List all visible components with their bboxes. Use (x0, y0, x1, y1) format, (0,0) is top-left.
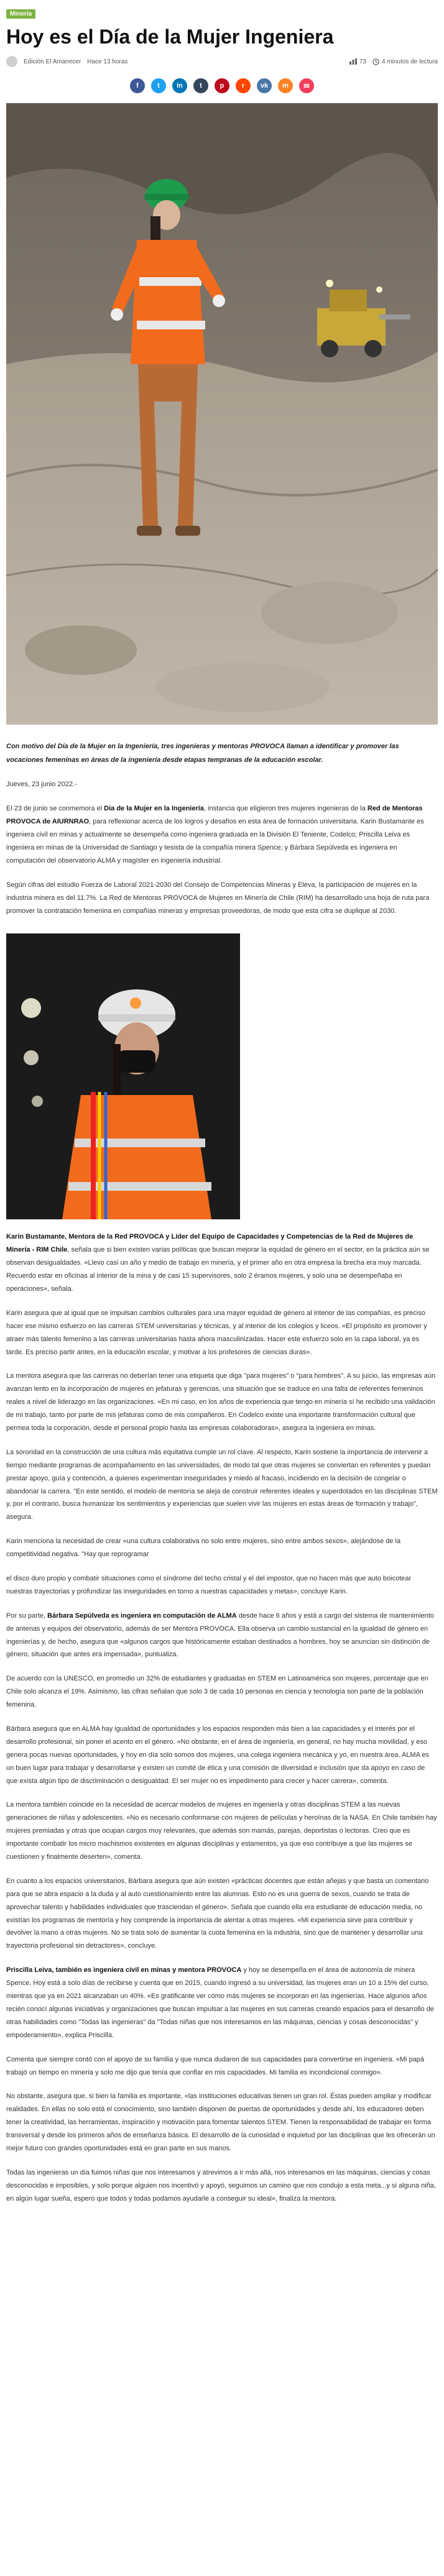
share-bar (6, 78, 438, 93)
paragraph-17: Todas las ingenieras un día fuimos niñas que nos interesamos y atrevimos a ir más allá, nos interesamos en las máquinas, ciencias y cosas desconocidas e imposibles, y solo porque alguien nos incentivó y apoyó, seguimos un camino que nos condujo a esta meta...y si alguna niña, en algún lugar sueña, espero que todos y todas podamos ayudarle a conseguir su ideal», finaliza la mentora. (6, 2168, 436, 2202)
mix-icon[interactable]: m (278, 78, 293, 93)
vk-icon[interactable]: vk (257, 78, 272, 93)
dateline: Jueves, 23 junio 2022.- (6, 781, 77, 789)
views-count: 73 (359, 58, 366, 65)
paragraph-6: La sororidad en la construcción de una cultura más equitativa cumple un rol clave. Al respecto, Karin sostiene la importancia de intervenir a tiempo mediante programas de acompañamiento en las universidades, de modo tal que otras mujeres se conviertan en referentes y puedan prestar apoyo, guía y contención, a quienes experimentan inseguridades y miedo al fracaso, incidiendo en la decisión de congelar o abandonar la carrera. "En este sentido, el modelo de mentoría se aleja de construir referentes ideales y superdotados en las disciplinas STEM y, por el contrario, busca humanizar los sentimientos y experiencias que suelen vivir las mujeres en estas áreas de formación y trabajo", asegura. (6, 1448, 438, 1521)
portrait-illustration (6, 933, 240, 1219)
author-name[interactable]: Edición El Amanecer (24, 58, 81, 65)
paragraph-7: Karin menciona la necesidad de crear «una cultura colaborativa no solo entre mujeres, sino entre ambos sexos», alejándose de la competitividad negativa. "Hay que reprogramar (6, 1538, 401, 1559)
paragraph-1: El 23 de junio se conmemora el Día de la Mujer en la Ingeniería, instancia que eligieron tres mujeres ingenieras de la Red de Mentoras PROVOCA de AIURNRAO, para reflexionar acerca de los logros y desafíos en esta área de formación universitaria. Karin Bustamante es ingeniera civil en minas y actualmente se desempeña como ingeniera graduada en la División El Teniente, Codelco; Priscilla Leiva es ingeniera en minas de la Universidad de Santiago y tesista de la compañía minera Spence; y Bárbara Sepúlveda es ingeniera en computación del observatorio ALMA y magíster en ingeniería industrial. (6, 805, 424, 864)
article-meta (6, 56, 438, 67)
paragraph-3: Karin Bustamante, Mentora de la Red PROVOCA y Líder del Equipo de Capacidades y Competencias de la Red de Mujeres de Minería - RIM Chile, señala que si bien existen varias políticas que buscan mejorar la equidad de género en el sector, en la práctica aún se observan desigualdades. «Llevo casi un año y medio de trabajo en minería, y el primer año en otra empresa la brecha era muy marcada. Recuerdo estar en oficinas al interior de la mina y de casi 15 supervisores, solo 2 éramos mujeres, y solo una se desempeñaba en operaciones», señala. (6, 1233, 430, 1293)
email-icon[interactable]: ✉ (299, 78, 314, 93)
paragraph-14: Priscilla Leiva, también es ingeniera civil en minas y mentora PROVOCA y hoy se desempeña en el área de autonomía de minera Spence. Hoy está a solo días de recibirse y cuenta que en 2015, cuando ingresó a su universidad, las mujeres eran un 10 a 15% del curso, mientras que ya en 2021 alcanzaban un 40%. «Es gratificante ver cómo más mujeres se incorporan en las ingenierías. Hace algunos años recién conocí algunas iniciativas y organizaciones que buscan impulsar a las mujeres en sus carreras creando espacios para el desarrollo de otras habilidades como "Todas las ingenieras" da "Todas niñas que nos interesamos en las máquinas, ciencias y cosas desconocidas" y empoderamiento», explica Priscilla. (6, 1966, 434, 2039)
paragraph-5: La mentora asegura que las carreras no deberían tener una etiqueta que diga "para mujeres" o "para hombres". A su juicio, las empresas aún avanzan lento en la incorporación de mujeres en jefaturas y gerencias, una situación que se traduce en una falta de referentes femeninos reales a nivel de liderazgo en las organizaciones. «En mi caso, en los años de experiencia que tengo en minería sí he recibido una validación de mi trabajo, tanto por parte de mis jefaturas como de mis compañeros. En Codelco existe una importante transformación cultural que permea toda la corporación, desde el personal propio hasta las empresas colaboradoras», asegura la ingeniera en minas. (6, 1372, 436, 1432)
clock-icon (372, 58, 379, 65)
paragraph-10: De acuerdo con la UNESCO, en promedio un 32% de estudiantes y graduadas en STEM en Latinoamérica son mujeres, porcentaje que en Chile solo alcanza el 19%. Asimismo, las cifras señalan que solo 3 de cada 10 personas en ciencia y tecnología son parte de la población femenina. (6, 1675, 428, 1709)
paragraph-9: Por su parte, Bárbara Sepúlveda es ingeniera en computación de ALMA desde hace 6 años y está a cargo del sistema de mantenimiento de antenas y equipos del observatorio, además de ser Mentora PROVOCA. Ella observa un cambio sustancial en la igualdad de género en ingenierías y, de hecho, asegura que «algunos cargos que históricamente estaban destinados a hombres, hoy se anuncian sin distinción de género, situación que antes era impensada», puntualiza. (6, 1611, 435, 1659)
linkedin-icon[interactable]: in (172, 78, 187, 93)
paragraph-4: Karin asegura que al igual que se impulsan cambios culturales para una mayor equidad de género al interior de las compañías, es preciso hacer ese mismo esfuerzo en las carreras STEM universitarias y técnicas, y al interior de los colegios y liceos. «El propósito es promover y atraer más talento femenino a las carreras universitarias hasta ahora masculinizadas. Hacer este esfuerzo solo en la capa laboral, ya es tarde. Es preciso partir antes, en la educación escolar, y motivar a los profesores de ciencias duras». (6, 1309, 427, 1356)
photo-caption: Con motivo del Día de la Mujer en la Ingeniería, tres ingenieras y mentoras PROVOCA llaman a identificar y promover las vocaciones femeninas en áreas de la ingeniería desde etapas tempranas de la educación escolar. (6, 743, 399, 764)
paragraph-16: No obstante, asegura que, si bien la familia es importante, «las instituciones educativas tienen un gran rol. Éstas pueden ampliar y modificar realidades. En ellas no solo está el conocimiento, sino también disponen de puertas de oportunidades y desde ahí, los educadores deben tener la creatividad, las herramientas, inspiración y motivación para fomentar talentos STEM. Tienen la responsabilidad de trabajar en forma transversal y desde los primeros años de enseñanza básica. El desarrollo de la curiosidad e inquietud por las disciplinas que les ofrecerán un mejor futuro con grandes oportunidades está en gran parte en sus manos. (6, 2092, 435, 2152)
avatar[interactable] (6, 56, 17, 67)
paragraph-8: el disco duro propio y combatir situaciones como el síndrome del techo cristal y el del impostor, que no hacen más que auto boicotear nuestras trayectorias y profundizar las inseguridades en torno a nuestras capacidades y metas», concluye Karin. (6, 1575, 412, 1595)
read-time: 4 minutos de lectura (381, 58, 438, 65)
paragraph-12: La mentora también coincide en la necesidad de acercar modelos de mujeres en ingeniería y otras disciplinas STEM a las nuevas generaciones de niñas y adolescentes. «No es necesario conformarse con mujeres de películas y heroínas de la NASA. En Chile también hay mujeres premiadas y otras que ocupan cargos muy relevantes, que además son mamás, parejas, deportistas o lectoras. Creo que es importante combatir los micro machismos existentes en algunas disciplinas y estamentos, ya que eso contribuye a que las mujeres se cuestionen y finalmente deserten», comenta. (6, 1801, 437, 1861)
hero-illustration (6, 103, 438, 725)
reddit-icon[interactable]: r (236, 78, 251, 93)
portrait-photo (6, 933, 240, 1219)
time-ago: Hace 13 horas (87, 58, 128, 65)
paragraph-13: En cuanto a los espacios universitarios, Bárbara asegura que aún existen «prácticas docentes que están añejas y que basta un comentario para que se abra espacio a la duda y al auto cuestionamiento entre las alumnas. Esto no es una guerra de sexos, cuando se trata de aprovechar talento y habilidades individuales que trasciendan el género». Señala que cuando ella era estudiante de educación media, no existían los programas de mentoría y hoy comprende la importancia de alentar a otras mujeres. «Mi experiencia sirve para contribuir y devolver la mano a otras mujeres. No se trata solo de aumentar la cuota femenina en la industria, sino que de mantener y desarrollar una trayectoria profesional sin detractores», concluye. (6, 1877, 429, 1950)
tumblr-icon[interactable]: t (193, 78, 208, 93)
hero-photo (6, 103, 438, 725)
paragraph-11: Bárbara asegura que en ALMA hay igualdad de oportunidades y los espacios responden más bien a las capacidades y el interés por el desarrollo profesional, sin poner el acento en el género. «No obstante, en el área de ingeniería, en general, no hay mucha movilidad, y eso genera pocas nuevas oportunidades, y hoy en día solo somos dos mujeres, una colega ingeniera mecánica y yo, en nuestra área. ALMA es un buen lugar para trabajar y desarrollarse y existen un comité de ética y una comisión de diversidad e inclusión que da apoyo en caso de que exista algún tipo de discriminación o desigualdad. El ser mujer no es impedimento para crecer y hacer carrera», comenta. (6, 1725, 429, 1785)
twitter-icon[interactable]: t (151, 78, 166, 93)
pinterest-icon[interactable]: p (215, 78, 229, 93)
category-badge[interactable]: Minería (6, 9, 35, 19)
facebook-icon[interactable]: f (130, 78, 145, 93)
views-icon (349, 58, 357, 65)
paragraph-15: Comenta que siempre contó con el apoyo de su familia y que nunca dudaron de sus capacidades para convertirse en ingeniera. «Mi papá trabajó un tiempo en minería y solo me dijo que tenía que confiar en mis capacidades. Mi familia es incondicional conmigo». (6, 2055, 425, 2076)
article-title: Hoy es el Día de la Mujer Ingeniera (6, 25, 334, 48)
paragraph-2: Según cifras del estudio Fuerza de Laboral 2021-2030 del Consejo de Competencias Mineras y Eleva, la participación de mujeres en la industria minera es del 11,7%. La Red de Mentoras PROVOCA de Mujeres en Minería de Chile (RIM) ha desarrollado una hoja de ruta para promover la contratación femenina en compañías mineras y empresas proveedoras, de modo que esta cifra se duplique al 2030. (6, 881, 430, 915)
